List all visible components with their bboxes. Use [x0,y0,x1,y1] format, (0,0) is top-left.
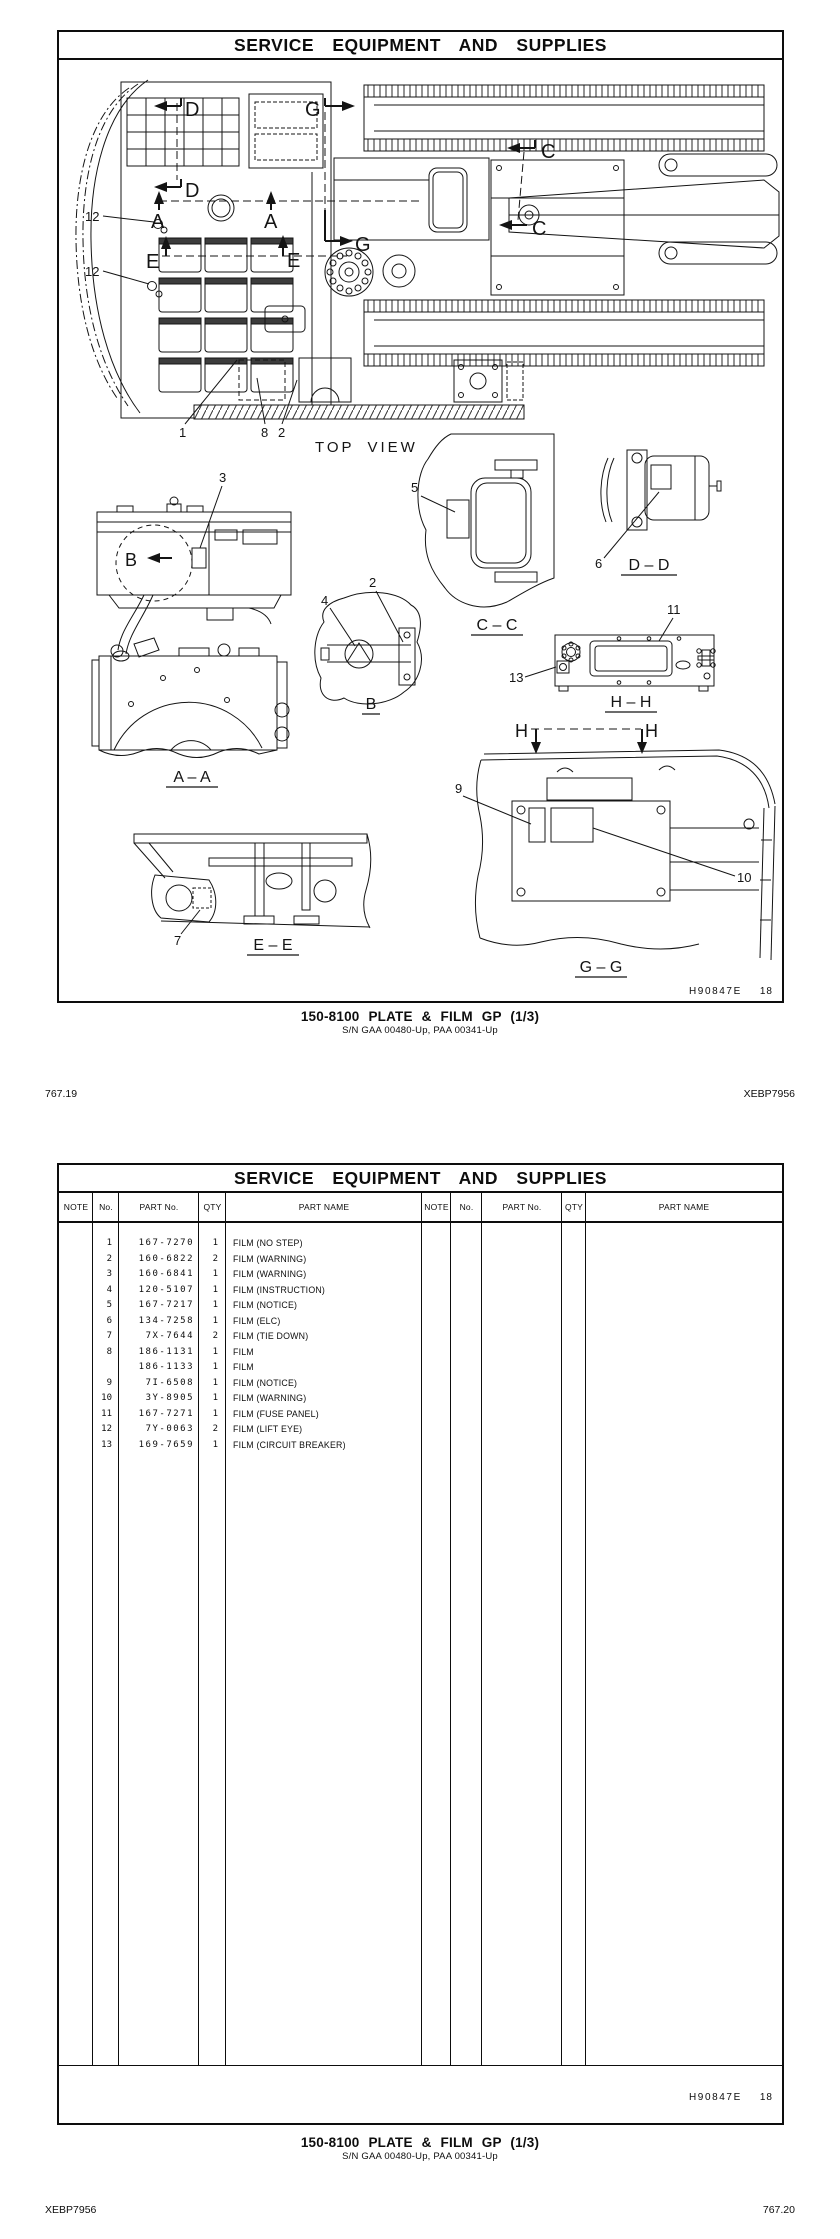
section-letter-h: H [515,721,528,741]
cell-note [59,1376,93,1392]
cell-part: 7I-6508 [145,1377,194,1388]
section-letter-g: G [305,99,321,121]
cell-no2 [451,1283,482,1299]
cell-note [59,1438,93,1454]
cell-name: FILM (NO STEP) [233,1238,303,1248]
cell-note2 [422,1407,451,1423]
section-letter-a: A [151,211,165,233]
cell-qty2 [562,1267,586,1283]
view-label-cc: C – C [476,617,518,634]
bottom-strip [59,2066,782,2119]
cell-name2 [586,1283,782,1299]
section-arrow-a-left [151,191,165,233]
cell-no2 [451,1252,482,1268]
cell-part2 [482,1283,562,1299]
section-letter-c2: C [532,218,547,240]
cell-note2 [422,1298,451,1314]
drawing-reference [689,2092,773,2103]
drawing-reference [689,986,773,997]
callout-10: 10 [737,870,752,885]
cell-note [59,1314,93,1330]
page1-footer-book-code: XEBP7956 [743,1088,795,1100]
cell-name: FILM (LIFT EYE) [233,1424,303,1434]
section-arrow-a-right [264,191,278,233]
cell-no2 [451,1360,482,1376]
cell-qty: 1 [212,1362,218,1372]
cell-qty2 [562,1345,586,1361]
cell-no [93,1360,119,1376]
cell-no: 10 [101,1393,112,1403]
view-a-a [92,638,289,787]
cell-name2 [586,1422,782,1438]
cell-qty: 1 [212,1269,218,1279]
cell-note [59,1267,93,1283]
cell-name: FILM [233,1346,254,1357]
page-title: SERVICE EQUIPMENT AND SUPPLIES [59,1165,782,1193]
cell-note2 [422,1267,451,1283]
cell-note2 [422,1422,451,1438]
cell-part2 [482,1345,562,1361]
header-no2: No. [459,1202,474,1212]
cell-name2 [586,1407,782,1423]
cell-note [59,1422,93,1438]
cell-name2 [586,1314,782,1330]
drawing-sheet-number: 18 [759,986,773,997]
deck-hatches [159,238,293,392]
page2-footer [45,2204,795,2216]
section-letter-d: D [185,99,200,121]
callout-7: 7 [174,933,182,948]
cell-no: 1 [106,1238,112,1248]
section-letter-c: C [541,141,556,163]
callout-11: 11 [667,602,681,617]
cell-part: 167-7271 [138,1408,194,1419]
cell-note2 [422,1438,451,1454]
cell-note [59,1283,93,1299]
top-view-drawing [76,80,779,419]
track-bottom [364,300,764,366]
view-g-g [455,721,775,977]
cell-name: FILM (WARNING) [233,1253,307,1264]
cell-qty2 [562,1407,586,1423]
cell-no2 [451,1407,482,1423]
cell-no: 13 [101,1439,112,1450]
cell-name2 [586,1236,782,1252]
cell-note2 [422,1236,451,1252]
cell-part: 134-7258 [138,1315,194,1326]
cell-part: 186-1131 [138,1346,194,1357]
section-letter-a2: A [264,211,278,233]
callout-2: 2 [278,425,286,440]
cell-qty2 [562,1438,586,1454]
callout-8: 8 [261,425,269,440]
cell-name: FILM [233,1362,254,1372]
column-divider [198,1193,199,2065]
cell-note2 [422,1283,451,1299]
cell-qty2 [562,1376,586,1392]
cell-note2 [422,1252,451,1268]
drawing-ref-code: H90847E [688,986,742,997]
cell-qty2 [562,1329,586,1345]
view-b-arrow [97,470,291,661]
diagram-page [57,30,784,1003]
cell-note [59,1236,93,1252]
view-label-b: B [365,696,377,713]
cell-no: 3 [106,1269,112,1279]
cell-name: FILM (NOTICE) [233,1300,298,1310]
cell-note2 [422,1345,451,1361]
view-e-e [134,834,371,955]
cell-part2 [482,1298,562,1314]
cell-no2 [451,1236,482,1252]
view-label-ee: E – E [253,937,293,954]
cell-name: FILM (ELC) [233,1315,281,1326]
cell-note2 [422,1376,451,1392]
parts-table [59,1193,782,2066]
column-divider [225,1193,226,2065]
cell-part2 [482,1236,562,1252]
cell-part2 [482,1438,562,1454]
callout-9: 9 [455,781,463,796]
cell-no2 [451,1376,482,1392]
cell-part: 169-7659 [138,1439,194,1450]
page2-footer-book-code: XEBP7956 [45,2204,97,2216]
view-label-hh: H – H [610,694,652,711]
cell-no2 [451,1267,482,1283]
view-d-d [595,450,721,575]
cell-part: 160-6841 [138,1269,194,1279]
cell-part: 160-6822 [138,1253,194,1264]
page1-footer [45,1088,795,1100]
header-note: NOTE [63,1202,89,1212]
cell-part: 167-7217 [138,1300,194,1310]
view-label-gg: G – G [579,959,623,976]
section-arrow-g-top [305,98,355,121]
cell-qty: 1 [212,1393,218,1403]
cell-no2 [451,1298,482,1314]
cell-no2 [451,1345,482,1361]
cell-part2 [482,1422,562,1438]
cell-qty2 [562,1298,586,1314]
cell-qty2 [562,1236,586,1252]
callout-2b: 2 [369,575,377,590]
cell-qty: 2 [212,1424,218,1434]
cell-note2 [422,1314,451,1330]
cell-no: 9 [106,1377,112,1388]
header-name2: PART NAME [658,1202,710,1212]
parts-diagram [59,60,782,1001]
cell-no2 [451,1391,482,1407]
callout-12a: 12 [85,209,100,224]
section-arrow-c-bottom [499,218,546,240]
cell-part2 [482,1314,562,1330]
parts-list-page [57,1163,784,2125]
column-divider [92,1193,93,2065]
cell-name2 [586,1345,782,1361]
cell-qty: 2 [212,1331,218,1341]
cell-name: FILM (FUSE PANEL) [233,1408,319,1419]
section-letter-h2: H [645,721,658,741]
header-no: No. [99,1202,113,1212]
section-letter-e: E [146,251,160,273]
cell-no2 [451,1438,482,1454]
cell-name2 [586,1252,782,1268]
top-view-label: TOP VIEW [315,439,418,456]
cell-name2 [586,1267,782,1283]
callout-3: 3 [219,470,227,485]
cell-part2 [482,1391,562,1407]
view-b-arrow-letter: B [125,550,138,570]
cell-qty: 1 [212,1439,218,1450]
page1-footer-page-number: 767.19 [45,1088,78,1100]
callout-12b: 12 [85,264,100,279]
cell-part: 186-1133 [138,1362,194,1372]
drawing-sheet-number: 18 [759,2092,773,2103]
page1-serial-range: S/N GAA 00480-Up, PAA 00341-Up [342,1025,498,1036]
cell-name2 [586,1360,782,1376]
column-divider [421,1193,422,2065]
section-arrow-g-mid [325,210,371,256]
cell-note [59,1345,93,1361]
cell-no: 6 [106,1315,112,1326]
cell-note [59,1391,93,1407]
cell-name2 [586,1329,782,1345]
cell-part2 [482,1407,562,1423]
cell-qty2 [562,1283,586,1299]
cell-name2 [586,1438,782,1454]
cell-qty: 1 [212,1315,218,1326]
cell-part2 [482,1376,562,1392]
header-note2: NOTE [424,1202,449,1212]
page2-serial-range: S/N GAA 00480-Up, PAA 00341-Up [342,2151,498,2162]
view-b-detail [315,575,422,714]
header-name: PART NAME [298,1202,350,1212]
callout-6: 6 [595,556,603,571]
cell-qty2 [562,1252,586,1268]
cell-part: 7Y-0063 [145,1424,194,1434]
cell-qty: 1 [212,1238,218,1248]
header-part2: PART No. [502,1202,542,1212]
cell-note [59,1298,93,1314]
page-title: SERVICE EQUIPMENT AND SUPPLIES [59,32,782,60]
cell-name: FILM (TIE DOWN) [233,1331,309,1341]
callout-1: 1 [179,425,187,440]
section-letter-d2: D [185,180,200,202]
cell-no: 7 [106,1331,112,1341]
callout-13: 13 [509,670,524,685]
cell-name: FILM (INSTRUCTION) [233,1284,326,1295]
cell-name2 [586,1391,782,1407]
view-label-aa: A – A [173,769,211,786]
header-part: PART No. [139,1202,179,1212]
cell-part2 [482,1267,562,1283]
cell-part: 3Y-8905 [145,1393,194,1403]
view-h-h [509,602,715,712]
cell-qty: 1 [212,1377,218,1388]
cell-no: 8 [106,1346,112,1357]
cell-name: FILM (NOTICE) [233,1377,298,1388]
column-divider [481,1193,482,2065]
cell-no2 [451,1422,482,1438]
cell-part2 [482,1329,562,1345]
column-divider [585,1193,586,2065]
cell-part: 7X-7644 [145,1331,194,1341]
cell-no: 11 [101,1408,112,1419]
section-letter-e2: E [287,250,301,272]
cell-no2 [451,1329,482,1345]
drawing-ref-code: H90847E [688,2092,742,2103]
cell-qty2 [562,1314,586,1330]
cell-part: 167-7270 [138,1238,194,1248]
column-divider [561,1193,562,2065]
cell-note2 [422,1329,451,1345]
cell-qty: 1 [212,1408,218,1419]
section-letter-g2: G [355,234,371,256]
header-qty: QTY [203,1202,222,1212]
cell-name: FILM (WARNING) [233,1393,307,1403]
boom-drawing [509,154,779,264]
cell-no: 4 [106,1284,112,1295]
cell-part2 [482,1360,562,1376]
page2-caption: 150-8100 PLATE & FILM GP (1/3) [300,2135,540,2150]
column-divider [118,1193,119,2065]
cell-name2 [586,1298,782,1314]
cell-note2 [422,1360,451,1376]
cell-qty: 1 [212,1284,218,1295]
cell-qty: 1 [212,1300,218,1310]
cell-note2 [422,1391,451,1407]
section-markers [146,98,555,273]
cell-note [59,1329,93,1345]
view-c-c [411,434,554,635]
page1-caption: 150-8100 PLATE & FILM GP (1/3) [300,1009,540,1024]
cell-qty2 [562,1422,586,1438]
header-qty2: QTY [564,1202,584,1212]
cell-no: 2 [106,1253,112,1264]
cell-note [59,1407,93,1423]
cell-no2 [451,1314,482,1330]
cell-qty2 [562,1391,586,1407]
cell-note [59,1252,93,1268]
track-top [364,85,764,151]
cell-qty: 2 [212,1253,218,1264]
cell-qty: 1 [212,1346,218,1357]
callout-4: 4 [321,593,329,608]
cell-note [59,1360,93,1376]
page2-footer-page-number: 767.20 [762,2204,795,2216]
cell-name: FILM (CIRCUIT BREAKER) [233,1439,346,1450]
view-label-dd: D – D [628,557,670,574]
column-divider [450,1193,451,2065]
cell-part2 [482,1252,562,1268]
cell-no: 5 [106,1300,112,1310]
cell-no: 12 [101,1424,112,1434]
cell-name2 [586,1376,782,1392]
cell-part: 120-5107 [138,1284,194,1295]
cell-qty2 [562,1360,586,1376]
callout-5: 5 [411,480,419,495]
cell-name: FILM (WARNING) [233,1269,307,1279]
